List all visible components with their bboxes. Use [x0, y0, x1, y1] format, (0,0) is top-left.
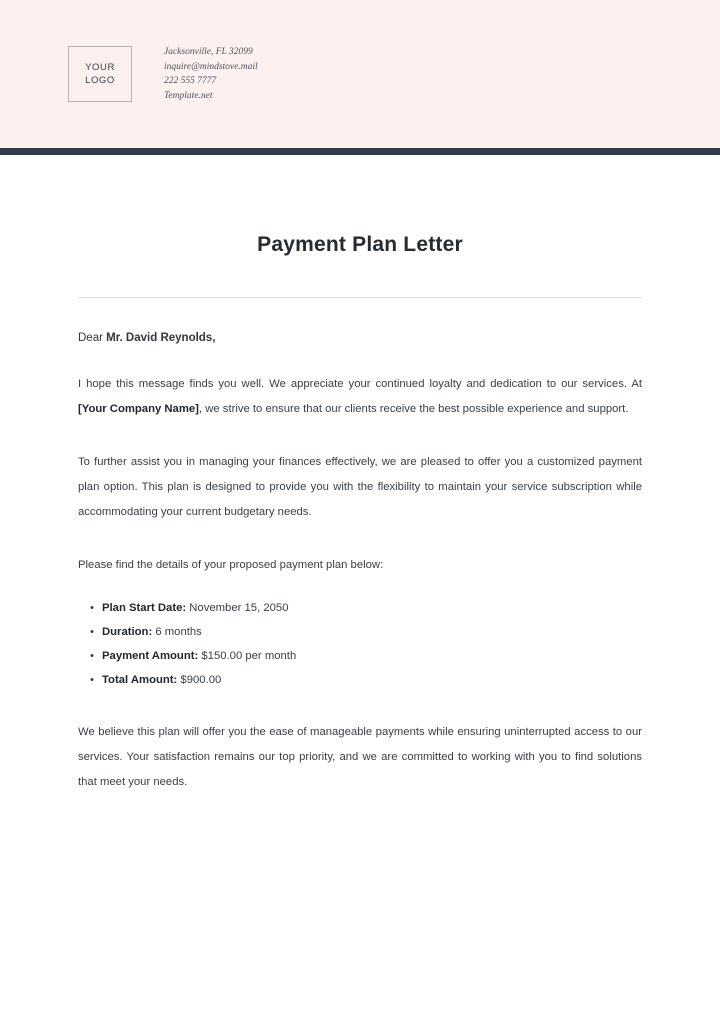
- logo-line-2: LOGO: [85, 75, 115, 86]
- paragraph-closing: We believe this plan will offer you the ease of manageable payments while ensuring uninterrupted access to our services. Your satisfaction remains our top priority, and we are committed to working with you to find solutions that meet your needs.: [78, 726, 642, 788]
- company-name-placeholder: [Your Company Name]: [78, 403, 199, 415]
- detail-label: Total Amount:: [102, 674, 178, 686]
- detail-value: November 15, 2050: [186, 602, 289, 614]
- page-title: Payment Plan Letter: [257, 233, 463, 256]
- list-item: [90, 644, 642, 668]
- letter-body: [0, 233, 720, 795]
- recipient-name: Mr. David Reynolds,: [106, 332, 216, 344]
- details-intro-line: Please find the details of your proposed payment plan below:: [78, 559, 384, 571]
- detail-label: Duration:: [102, 626, 153, 638]
- detail-label: Plan Start Date:: [102, 602, 187, 614]
- contact-email: inquire@mindstove.mail: [164, 61, 258, 72]
- list-item: [90, 668, 642, 692]
- salutation-prefix: Dear: [78, 332, 107, 344]
- paragraph-intro-part2: , we strive to ensure that our clients receive the best possible experience and support.: [198, 403, 629, 415]
- logo-placeholder: [68, 46, 132, 102]
- logo-line-1: YOUR: [85, 62, 115, 73]
- salutation: [78, 332, 642, 344]
- detail-value: 6 months: [152, 626, 202, 638]
- detail-value: $900.00: [177, 674, 222, 686]
- header-divider-rule: [0, 148, 720, 155]
- letterhead-band: [0, 0, 720, 148]
- paragraph-intro-part1: I hope this message finds you well. We appreciate your continued loyalty and dedication to our services. At: [78, 378, 642, 390]
- paragraph-offer: To further assist you in managing your finances effectively, we are pleased to offer you a customized payment plan option. This plan is designed to provide you with the flexibility to maintain your service subscription while accommodating your current budgetary needs.: [78, 456, 642, 518]
- title-divider: [78, 297, 642, 298]
- contact-phone: 222 555 7777: [164, 76, 217, 86]
- payment-plan-details-list: [78, 596, 642, 692]
- contact-website: Template.net: [164, 90, 213, 101]
- contact-address: Jacksonville, FL 32099: [164, 47, 253, 57]
- list-item: [90, 596, 642, 620]
- paragraph-intro: [78, 372, 642, 422]
- contact-info: [164, 45, 258, 103]
- list-item: [90, 620, 642, 644]
- detail-value: $150.00 per month: [198, 650, 297, 662]
- detail-label: Payment Amount:: [102, 650, 199, 662]
